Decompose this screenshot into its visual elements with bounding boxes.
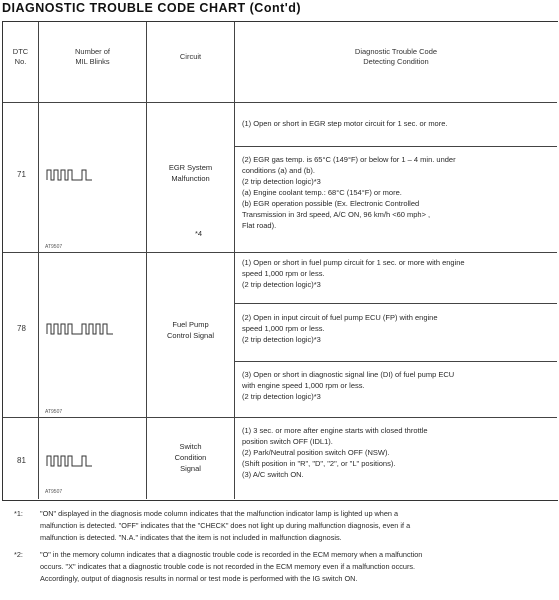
detecting-condition xyxy=(242,154,456,231)
condition-line: conditions (a) and (b). xyxy=(242,166,315,175)
footnote-mark: *1: xyxy=(14,509,23,518)
condition-line: speed 1,000 rpm or less. xyxy=(242,324,325,333)
figure-id: AT9507 xyxy=(45,244,63,250)
condition-line: (Shift position in "R", "D", "2", or "L" positions). xyxy=(242,459,396,468)
circuit-name-line: Control Signal xyxy=(166,331,215,340)
circuit-name-line: Fuel Pump xyxy=(172,320,209,329)
condition-line: (1) 3 sec. or more after engine starts with closed throttle xyxy=(242,426,428,435)
row-divider xyxy=(3,252,557,253)
header-mil-blinks xyxy=(39,47,146,67)
condition-line: (2) Park/Neutral position switch OFF (NSW). xyxy=(242,448,390,457)
dtc-code: 71 xyxy=(17,170,26,179)
circuit-mark: *4 xyxy=(195,229,203,238)
condition-line: with engine speed 1,000 rpm or less. xyxy=(242,381,365,390)
header-circuit xyxy=(147,52,234,62)
circuit-name-line: Condition xyxy=(174,453,207,462)
condition-line: (2) EGR gas temp. is 65°C (149°F) or below for 1 – 4 min. under xyxy=(242,155,456,164)
figure-id: AT9507 xyxy=(45,409,63,415)
detecting-condition xyxy=(242,118,448,129)
condition-line: (1) Open or short in EGR step motor circuit for 1 sec. or more. xyxy=(242,119,448,128)
condition-divider xyxy=(234,146,557,147)
header-dtc-no-line: DTC xyxy=(12,47,29,56)
header-condition-line: Diagnostic Trouble Code xyxy=(354,47,438,56)
circuit-name-line: Malfunction xyxy=(171,174,210,183)
header-circuit-line: Circuit xyxy=(179,52,202,61)
footnote-line: Accordingly, output of diagnosis results in normal or test mode is performed with the IG switch ON. xyxy=(40,574,358,583)
footnote-line: "O" in the memory column indicates that a diagnostic trouble code is recorded in the ECM memory when a malfunction xyxy=(40,550,423,559)
dtc-code: 81 xyxy=(17,456,26,465)
dtc-chart-table xyxy=(2,21,558,501)
column-divider xyxy=(38,22,39,499)
circuit-name xyxy=(147,162,234,184)
condition-line: (a) Engine coolant temp.: 68°C (154°F) or more. xyxy=(242,188,402,197)
footnote-line: "ON" displayed in the diagnosis mode column indicates that the malfunction indicator lamp is lighted up when a xyxy=(40,509,399,518)
column-divider xyxy=(234,22,235,499)
condition-divider xyxy=(234,303,557,304)
condition-divider xyxy=(234,361,557,362)
condition-line: (2) Open in input circuit of fuel pump ECU (FP) with engine xyxy=(242,313,438,322)
mil-blink-pattern xyxy=(47,453,117,469)
row-divider xyxy=(3,417,557,418)
detecting-condition xyxy=(242,312,438,345)
detecting-condition xyxy=(242,425,428,480)
header-dtc-no-line: No. xyxy=(14,57,27,66)
condition-line: (2 trip detection logic)*3 xyxy=(242,335,321,344)
figure-id: AT9507 xyxy=(45,489,63,495)
circuit-name-line: EGR System xyxy=(168,163,213,172)
detecting-condition xyxy=(242,369,454,402)
column-divider xyxy=(146,22,147,499)
condition-line: (1) Open or short in fuel pump circuit for 1 sec. or more with engine xyxy=(242,258,465,267)
blink-pulse-line xyxy=(47,324,113,334)
dtc-code: 78 xyxy=(17,324,26,333)
condition-line: (3) Open or short in diagnostic signal line (DI) of fuel pump ECU xyxy=(242,370,455,379)
condition-line: (2 trip detection logic)*3 xyxy=(242,177,321,186)
circuit-name xyxy=(147,319,234,341)
circuit-name-line: Switch xyxy=(179,442,202,451)
header-mil-blinks-line: Number of xyxy=(74,47,110,56)
blink-pulse-line xyxy=(47,456,92,466)
footnote-line: malfunction is detected. "OFF" indicates that the "CHECK" does not light up during malfunction diagnosis, even if a xyxy=(40,521,411,530)
footnote-line: occurs. "X" indicates that a diagnostic trouble code is not recorded in the ECM memory even if a malfunction occurs. xyxy=(40,562,416,571)
page-title: DIAGNOSTIC TROUBLE CODE CHART (Cont'd) xyxy=(2,1,302,15)
condition-line: (b) EGR operation possible (Ex. Electronic Controlled xyxy=(242,199,420,208)
condition-line: speed 1,000 rpm or less. xyxy=(242,269,325,278)
condition-line: (2 trip detection logic)*3 xyxy=(242,392,321,401)
footnote xyxy=(40,508,410,544)
condition-line: position switch OFF (IDL1). xyxy=(242,437,333,446)
footnote-mark: *2: xyxy=(14,550,23,559)
condition-line: (2 trip detection logic)*3 xyxy=(242,280,321,289)
circuit-name-line: Signal xyxy=(180,464,201,473)
header-condition xyxy=(235,47,557,67)
blink-pulse-line xyxy=(47,170,92,180)
header-condition-line: Detecting Condition xyxy=(363,57,429,66)
condition-line: (3) A/C switch ON. xyxy=(242,470,304,479)
mil-blink-pattern xyxy=(47,321,137,337)
footnote xyxy=(40,549,422,585)
header-mil-blinks-line: MIL Blinks xyxy=(75,57,110,66)
circuit-name xyxy=(147,441,234,474)
condition-line: Transmission in 3rd speed, A/C ON, 96 km/h <60 mph> , xyxy=(242,210,431,219)
mil-blink-pattern xyxy=(47,167,117,183)
condition-line: Flat road). xyxy=(242,221,277,230)
header-dtc-no xyxy=(3,47,38,67)
footnote-line: malfunction is detected. "N.A." indicates that the item is not included in malfunction diagnosis. xyxy=(40,533,342,542)
header-divider xyxy=(3,102,557,103)
detecting-condition xyxy=(242,257,465,290)
